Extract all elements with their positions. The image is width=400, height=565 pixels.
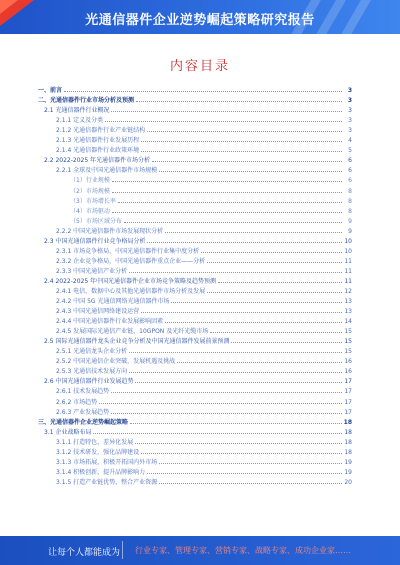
toc-entry-label: 2.1.4 光通信器件行业政策环境 (56, 147, 140, 155)
toc-leader-dots (112, 181, 342, 182)
toc-entry-label: 2.2.2 中国光通信器件市场发展现状分析 (56, 227, 164, 235)
toc-leader-dots (141, 312, 342, 313)
toc-leader-dots (218, 282, 342, 283)
toc-leader-dots (210, 332, 342, 333)
toc-entry-page: 14 (342, 318, 352, 325)
toc-entry-label: 2.4.4 中国光通信器件行业发展影响因素 (56, 318, 164, 326)
toc-entry[interactable] (30, 275, 352, 285)
toc-entry-page: 18 (342, 429, 352, 436)
toc-entry-page: 12 (342, 288, 352, 295)
toc-entry[interactable] (30, 476, 352, 486)
toc-entry[interactable] (30, 144, 352, 154)
toc-entry[interactable] (30, 365, 352, 375)
toc-entry[interactable] (30, 245, 352, 255)
toc-entry-label: 2.6.2 市场趋势 (56, 398, 98, 406)
toc-entry-page: 10 (342, 248, 352, 255)
toc-entry-label: 二、光通信器件行业市场分析及预测 (38, 97, 135, 105)
toc-leader-dots (147, 473, 342, 474)
toc-entry-label: 3.1.4 积极创新，提升品牌影响力 (56, 468, 146, 476)
header-banner (0, 0, 400, 34)
toc-entry-page: 13 (342, 308, 352, 315)
toc-entry-page: 10 (342, 238, 352, 245)
toc-entry-label: 2.4.2 中国 5G 光通信网络光通信器件市场 (56, 298, 170, 306)
toc-leader-dots (231, 342, 342, 343)
toc-entry-label: （5）市场区域分布 (70, 217, 122, 225)
toc-entry-label: （2）市场规模 (70, 187, 110, 195)
toc-leader-dots (159, 463, 342, 464)
toc-entry-label: 2.4 2022-2025 年中国光通信器件企业市场竞争策略及趋势预测 (44, 277, 217, 285)
toc-entry-label: 2.1.1 定义及分类 (56, 117, 104, 125)
toc-entry-page: 3 (342, 97, 352, 104)
toc-entry-label: 2.6.3 产业发展趋势 (56, 408, 110, 416)
toc-heading: 内容目录 (169, 59, 230, 74)
toc-entry-page: 20 (342, 479, 352, 486)
toc-leader-dots (135, 443, 342, 444)
toc-entry[interactable] (30, 124, 352, 134)
toc-entry-label: 2.6.1 技术发展趋势 (56, 388, 110, 396)
toc-entry[interactable] (30, 436, 352, 446)
toc-entry-label: 3.1.3 市场拓展，积极开拓国内外市场 (56, 458, 158, 466)
toc-entry-label: （1）行业规模 (70, 177, 110, 185)
toc-entry[interactable] (30, 255, 352, 265)
toc-entry[interactable] (30, 215, 352, 225)
toc-entry-page: 11 (342, 278, 352, 285)
toc-entry-label: （3）市场增长率 (70, 197, 116, 205)
footer-divider (122, 541, 123, 559)
toc-entry-label: （4）市场驱动 (70, 207, 110, 215)
toc-entry-page: 15 (342, 338, 352, 345)
toc-leader-dots (111, 413, 342, 414)
toc-entry-page: 17 (342, 388, 352, 395)
toc-entry[interactable] (30, 466, 352, 476)
toc-entry-page: 8 (342, 208, 352, 215)
toc-entry-label: 2.5 国际光通信器件龙头企业竞争分析及中国光通信器件发展前景预测 (44, 338, 230, 346)
toc-entry[interactable] (30, 174, 352, 184)
toc-entry-page: 17 (342, 409, 352, 416)
toc-leader-dots (129, 372, 342, 373)
toc-leader-dots (64, 91, 342, 92)
toc-entry[interactable] (30, 406, 352, 416)
toc-entry-page: 15 (342, 328, 352, 335)
toc-leader-dots (147, 242, 342, 243)
toc-entry[interactable] (30, 285, 352, 295)
toc-entry[interactable] (30, 114, 352, 124)
toc-leader-dots (129, 352, 342, 353)
toc-entry-page: 11 (342, 268, 352, 275)
toc-entry[interactable] (30, 325, 352, 335)
toc-entry[interactable] (30, 295, 352, 305)
toc-leader-dots (171, 302, 342, 303)
toc-leader-dots (118, 202, 342, 203)
toc-entry-page: 18 (343, 418, 352, 426)
toc-entry-page: 19 (342, 469, 352, 476)
toc-entry-page: 9 (342, 218, 352, 225)
toc-entry[interactable] (30, 94, 352, 104)
footer-tagline: 行业专家、管理专家、营销专家、战略专家、成功企业家…… (135, 546, 351, 555)
toc-leader-dots (141, 141, 342, 142)
toc-entry-page: 3 (342, 107, 352, 114)
toc-entry-label: 三、光通信器件企业逆势崛起策略 (38, 418, 129, 426)
toc-entry[interactable] (30, 84, 352, 94)
toc-entry-page: 17 (342, 378, 352, 385)
toc-leader-dots (130, 423, 342, 424)
toc-entry-page: 8 (342, 198, 352, 205)
toc-leader-dots (177, 362, 342, 363)
toc-entry-page: 6 (342, 157, 352, 164)
toc-entry[interactable] (30, 426, 352, 436)
toc-leader-dots (207, 262, 342, 263)
toc-entry[interactable] (30, 225, 352, 235)
footer-slogan: 让每个人都能成为 (48, 548, 121, 558)
toc-entry-page: 9 (342, 228, 352, 235)
toc-entry-page: 16 (342, 368, 352, 375)
toc-entry[interactable] (30, 164, 352, 174)
toc-entry-page: 16 (342, 358, 352, 365)
toc-leader-dots (147, 131, 342, 132)
toc-entry-page: 6 (342, 177, 352, 184)
toc-leader-dots (124, 222, 342, 223)
toc-leader-dots (141, 151, 342, 152)
toc-entry[interactable] (30, 315, 352, 325)
toc-entry-label: 3.1.1 打造特色，差异化发展 (56, 438, 134, 446)
toc-entry-label: 2.1 光通信器件行业概况 (44, 107, 110, 115)
toc-entry[interactable] (30, 184, 352, 194)
toc-entry[interactable] (30, 355, 352, 365)
toc-entry-label: 2.3 中国光通信器件行业竞争格局分析 (44, 237, 146, 245)
toc-entry-page: 15 (342, 348, 352, 355)
toc-entry-page: 3 (342, 127, 352, 134)
toc-entry-page: 3 (342, 87, 352, 94)
toc-leader-dots (93, 433, 342, 434)
toc-entry[interactable] (30, 205, 352, 215)
toc-entry-page: 17 (342, 399, 352, 406)
toc-entry-label: 2.5.2 中国光通信企业突破，发展机遇及挑战 (56, 358, 176, 366)
toc-entry-label: 一、前言 (38, 87, 63, 95)
toc-entry-page: 8 (342, 188, 352, 195)
toc-leader-dots (159, 171, 342, 172)
toc-entry-page: 13 (342, 298, 352, 305)
toc-leader-dots (136, 101, 342, 102)
toc-entry-label: 3.1.2 技术研发，强化品牌建设 (56, 448, 140, 456)
toc-entry-page: 11 (342, 258, 352, 265)
toc-leader-dots (141, 453, 342, 454)
toc-entry-page: 19 (342, 459, 352, 466)
toc-entry-page: 18 (342, 439, 352, 446)
toc-entry[interactable] (30, 456, 352, 466)
toc-entry[interactable] (30, 335, 352, 345)
toc-entry-label: 2.5.3 光通信技术发展方向 (56, 368, 128, 376)
toc-entry-label: 2.2 2022-2025 年光通信器件市场分析 (44, 157, 151, 165)
toc-leader-dots (105, 121, 342, 122)
toc-entry-label: 2.3.1 市场竞争格局，中国光通信器件行业集中度分析 (56, 247, 200, 255)
toc-entry[interactable] (30, 134, 352, 144)
toc-entry[interactable] (30, 265, 352, 275)
toc-entry[interactable] (30, 195, 352, 205)
toc-leader-dots (111, 111, 342, 112)
toc-entry-label: 2.3.3 中国光通信产业分析 (56, 267, 128, 275)
toc-entry-page: 4 (342, 137, 352, 144)
toc-leader-dots (99, 403, 342, 404)
toc-entry[interactable] (30, 416, 352, 426)
toc-entry-label: 2.2.1 全球及中国光通信器件市场规模 (56, 167, 158, 175)
toc-entry-page: 3 (342, 117, 352, 124)
toc-entry[interactable] (30, 395, 352, 405)
toc-entry-label: 2.4.3 中国光通信网络建设运营 (56, 308, 140, 316)
toc-entry[interactable] (30, 305, 352, 315)
toc-entry[interactable] (30, 385, 352, 395)
toc-leader-dots (112, 212, 342, 213)
toc-entry-label: 2.3.2 企业竞争格局，中国光通信器件重点企业——分析 (56, 257, 206, 265)
toc-entry-label: 2.5.1 光通信龙头企业分析 (56, 348, 128, 356)
toc-leader-dots (129, 272, 342, 273)
toc-entry[interactable] (30, 235, 352, 245)
toc-leader-dots (111, 392, 342, 393)
toc-leader-dots (165, 232, 342, 233)
toc-entry[interactable] (30, 375, 352, 385)
toc-entry-page: 6 (342, 167, 352, 174)
toc-entry[interactable] (30, 345, 352, 355)
toc-entry[interactable] (30, 154, 352, 164)
toc-leader-dots (159, 483, 342, 484)
toc-leader-dots (201, 252, 342, 253)
toc-entry[interactable] (30, 104, 352, 114)
toc-entry-label: 2.6 中国光通信器件行业发展趋势 (44, 378, 134, 386)
footer-banner (0, 536, 400, 565)
report-title: 光通信器件企业逆势崛起策略研究报告 (85, 13, 315, 28)
toc-entry-page: 18 (342, 449, 352, 456)
toc-entry-label: 2.4.1 电信、数据中心及其他光通信器件市场分析及发展 (56, 287, 206, 295)
toc-entry-label: 3.1 企业战略布局 (44, 428, 92, 436)
toc-entry-page: 5 (342, 147, 352, 154)
toc-entry-label: 2.1.3 光通信器件行业发展历程 (56, 137, 140, 145)
toc-leader-dots (152, 161, 342, 162)
toc-entry-label: 2.1.2 光通信器件行业产业链结构 (56, 127, 146, 135)
table-of-contents (30, 84, 352, 486)
toc-entry-label: 2.4.5 发展国际光通信产业链，10GPON 及光纤光缆市场 (56, 328, 209, 336)
toc-leader-dots (112, 192, 342, 193)
toc-entry[interactable] (30, 446, 352, 456)
toc-entry-label: 3.1.5 打造产业链优势，整合产业资源 (56, 478, 158, 486)
toc-leader-dots (207, 292, 342, 293)
toc-leader-dots (135, 382, 342, 383)
toc-leader-dots (165, 322, 342, 323)
